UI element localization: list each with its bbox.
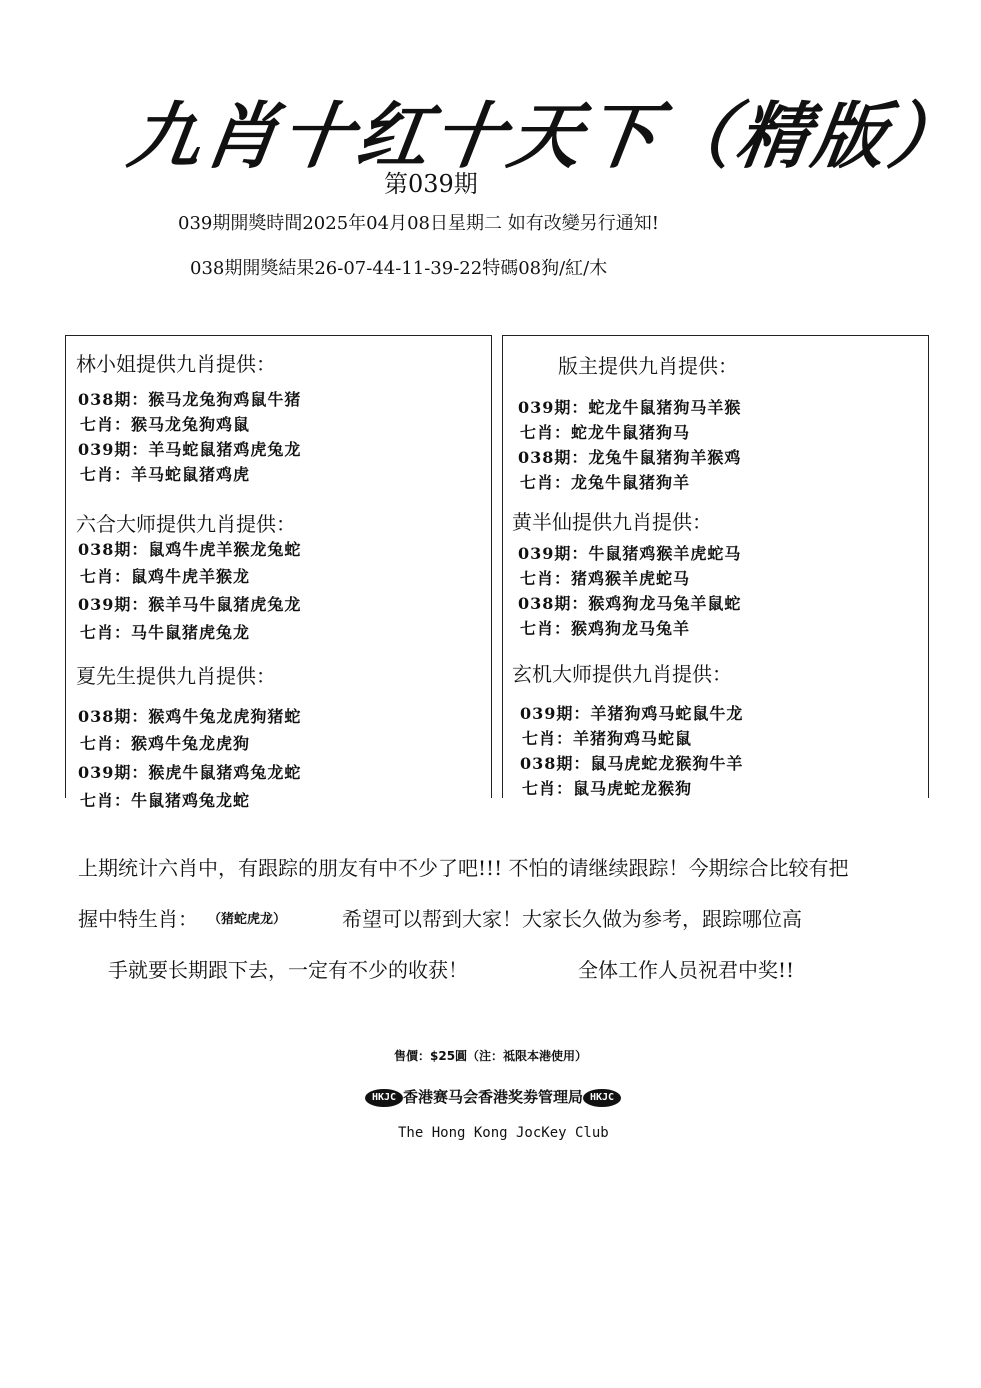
section-title-xia: 夏先生提供九肖提供：: [76, 664, 276, 688]
hkjc-logo-icon: HKJC: [365, 1089, 403, 1107]
page-title: 九肖十红十天下（精版）: [123, 94, 972, 178]
para-line-2a: 握中特生肖：: [78, 907, 198, 931]
list-item: 038期：鼠马虎蛇龙猴狗牛羊: [520, 754, 744, 773]
para-line-2c: 希望可以帮到大家！大家长久做为参考，跟踪哪位高: [342, 907, 802, 931]
list-item: 039期：猴羊马牛鼠猪虎兔龙: [78, 595, 302, 614]
draw-time: 039期開獎時間2025年04月08日星期二 如有改變另行通知!: [178, 213, 659, 234]
para-line-3b: 全体工作人员祝君中奖!!: [578, 958, 795, 982]
para-line-2b: （猪蛇虎龙）: [208, 912, 287, 927]
section-title-xuanji: 玄机大师提供九肖提供：: [512, 662, 732, 686]
club-cn-name: 香港赛马会香港奖劵管理局: [403, 1088, 584, 1106]
list-item: 039期：羊马蛇鼠猪鸡虎兔龙: [78, 440, 302, 459]
list-item: 七肖：牛鼠猪鸡兔龙蛇: [80, 791, 251, 810]
para-line-1: 上期统计六肖中，有跟踪的朋友有中不少了吧!!! 不怕的请继续跟踪！今期综合比较有把: [78, 856, 849, 880]
section-title-lin: 林小姐提供九肖提供：: [76, 352, 276, 376]
hkjc-logo-icon: HKJC: [583, 1089, 621, 1107]
list-item: 039期：蛇龙牛鼠猪狗马羊猴: [518, 398, 742, 417]
para-line-3a: 手就要长期跟下去，一定有不少的收获！: [108, 958, 468, 982]
list-item: 039期：羊猪狗鸡马蛇鼠牛龙: [520, 704, 744, 723]
list-item: 038期：猴鸡狗龙马兔羊鼠蛇: [518, 594, 742, 613]
section-title-banzhu: 版主提供九肖提供：: [558, 354, 738, 378]
list-item: 七肖：龙兔牛鼠猪狗羊: [520, 473, 691, 492]
list-item: 039期：猴虎牛鼠猪鸡兔龙蛇: [78, 763, 302, 782]
list-item: 七肖：羊猪狗鸡马蛇鼠: [522, 729, 693, 748]
list-item: 七肖：猪鸡猴羊虎蛇马: [520, 569, 691, 588]
list-item: 七肖：猴鸡狗龙马兔羊: [520, 619, 691, 638]
list-item: 038期：鼠鸡牛虎羊猴龙兔蛇: [78, 540, 302, 559]
list-item: 七肖：蛇龙牛鼠猪狗马: [520, 423, 691, 442]
list-item: 038期：猴鸡牛兔龙虎狗猪蛇: [78, 707, 302, 726]
list-item: 七肖：猴马龙兔狗鸡鼠: [80, 415, 251, 434]
section-title-huang: 黄半仙提供九肖提供：: [512, 510, 712, 534]
list-item: 七肖：鼠马虎蛇龙猴狗: [522, 779, 693, 798]
list-item: 七肖：马牛鼠猪虎兔龙: [80, 623, 251, 642]
list-item: 039期：牛鼠猪鸡猴羊虎蛇马: [518, 544, 742, 563]
club-en-name: The Hong Kong JocKey Club: [398, 1125, 609, 1141]
last-result: 038期開獎結果26-07-44-11-39-22特碼08狗/紅/木: [190, 258, 608, 279]
list-item: 七肖：鼠鸡牛虎羊猴龙: [80, 567, 251, 586]
list-item: 038期：猴马龙兔狗鸡鼠牛猪: [78, 390, 302, 409]
price-note: 售價：$25圓（注：祗限本港使用）: [394, 1049, 588, 1063]
list-item: 七肖：猴鸡牛兔龙虎狗: [80, 734, 251, 753]
section-title-liuhe: 六合大师提供九肖提供：: [76, 512, 296, 536]
list-item: 038期：龙兔牛鼠猪狗羊猴鸡: [518, 448, 742, 467]
list-item: 七肖：羊马蛇鼠猪鸡虎: [80, 465, 251, 484]
club-cn-line: [365, 1086, 621, 1107]
issue-number: 第039期: [384, 170, 478, 198]
